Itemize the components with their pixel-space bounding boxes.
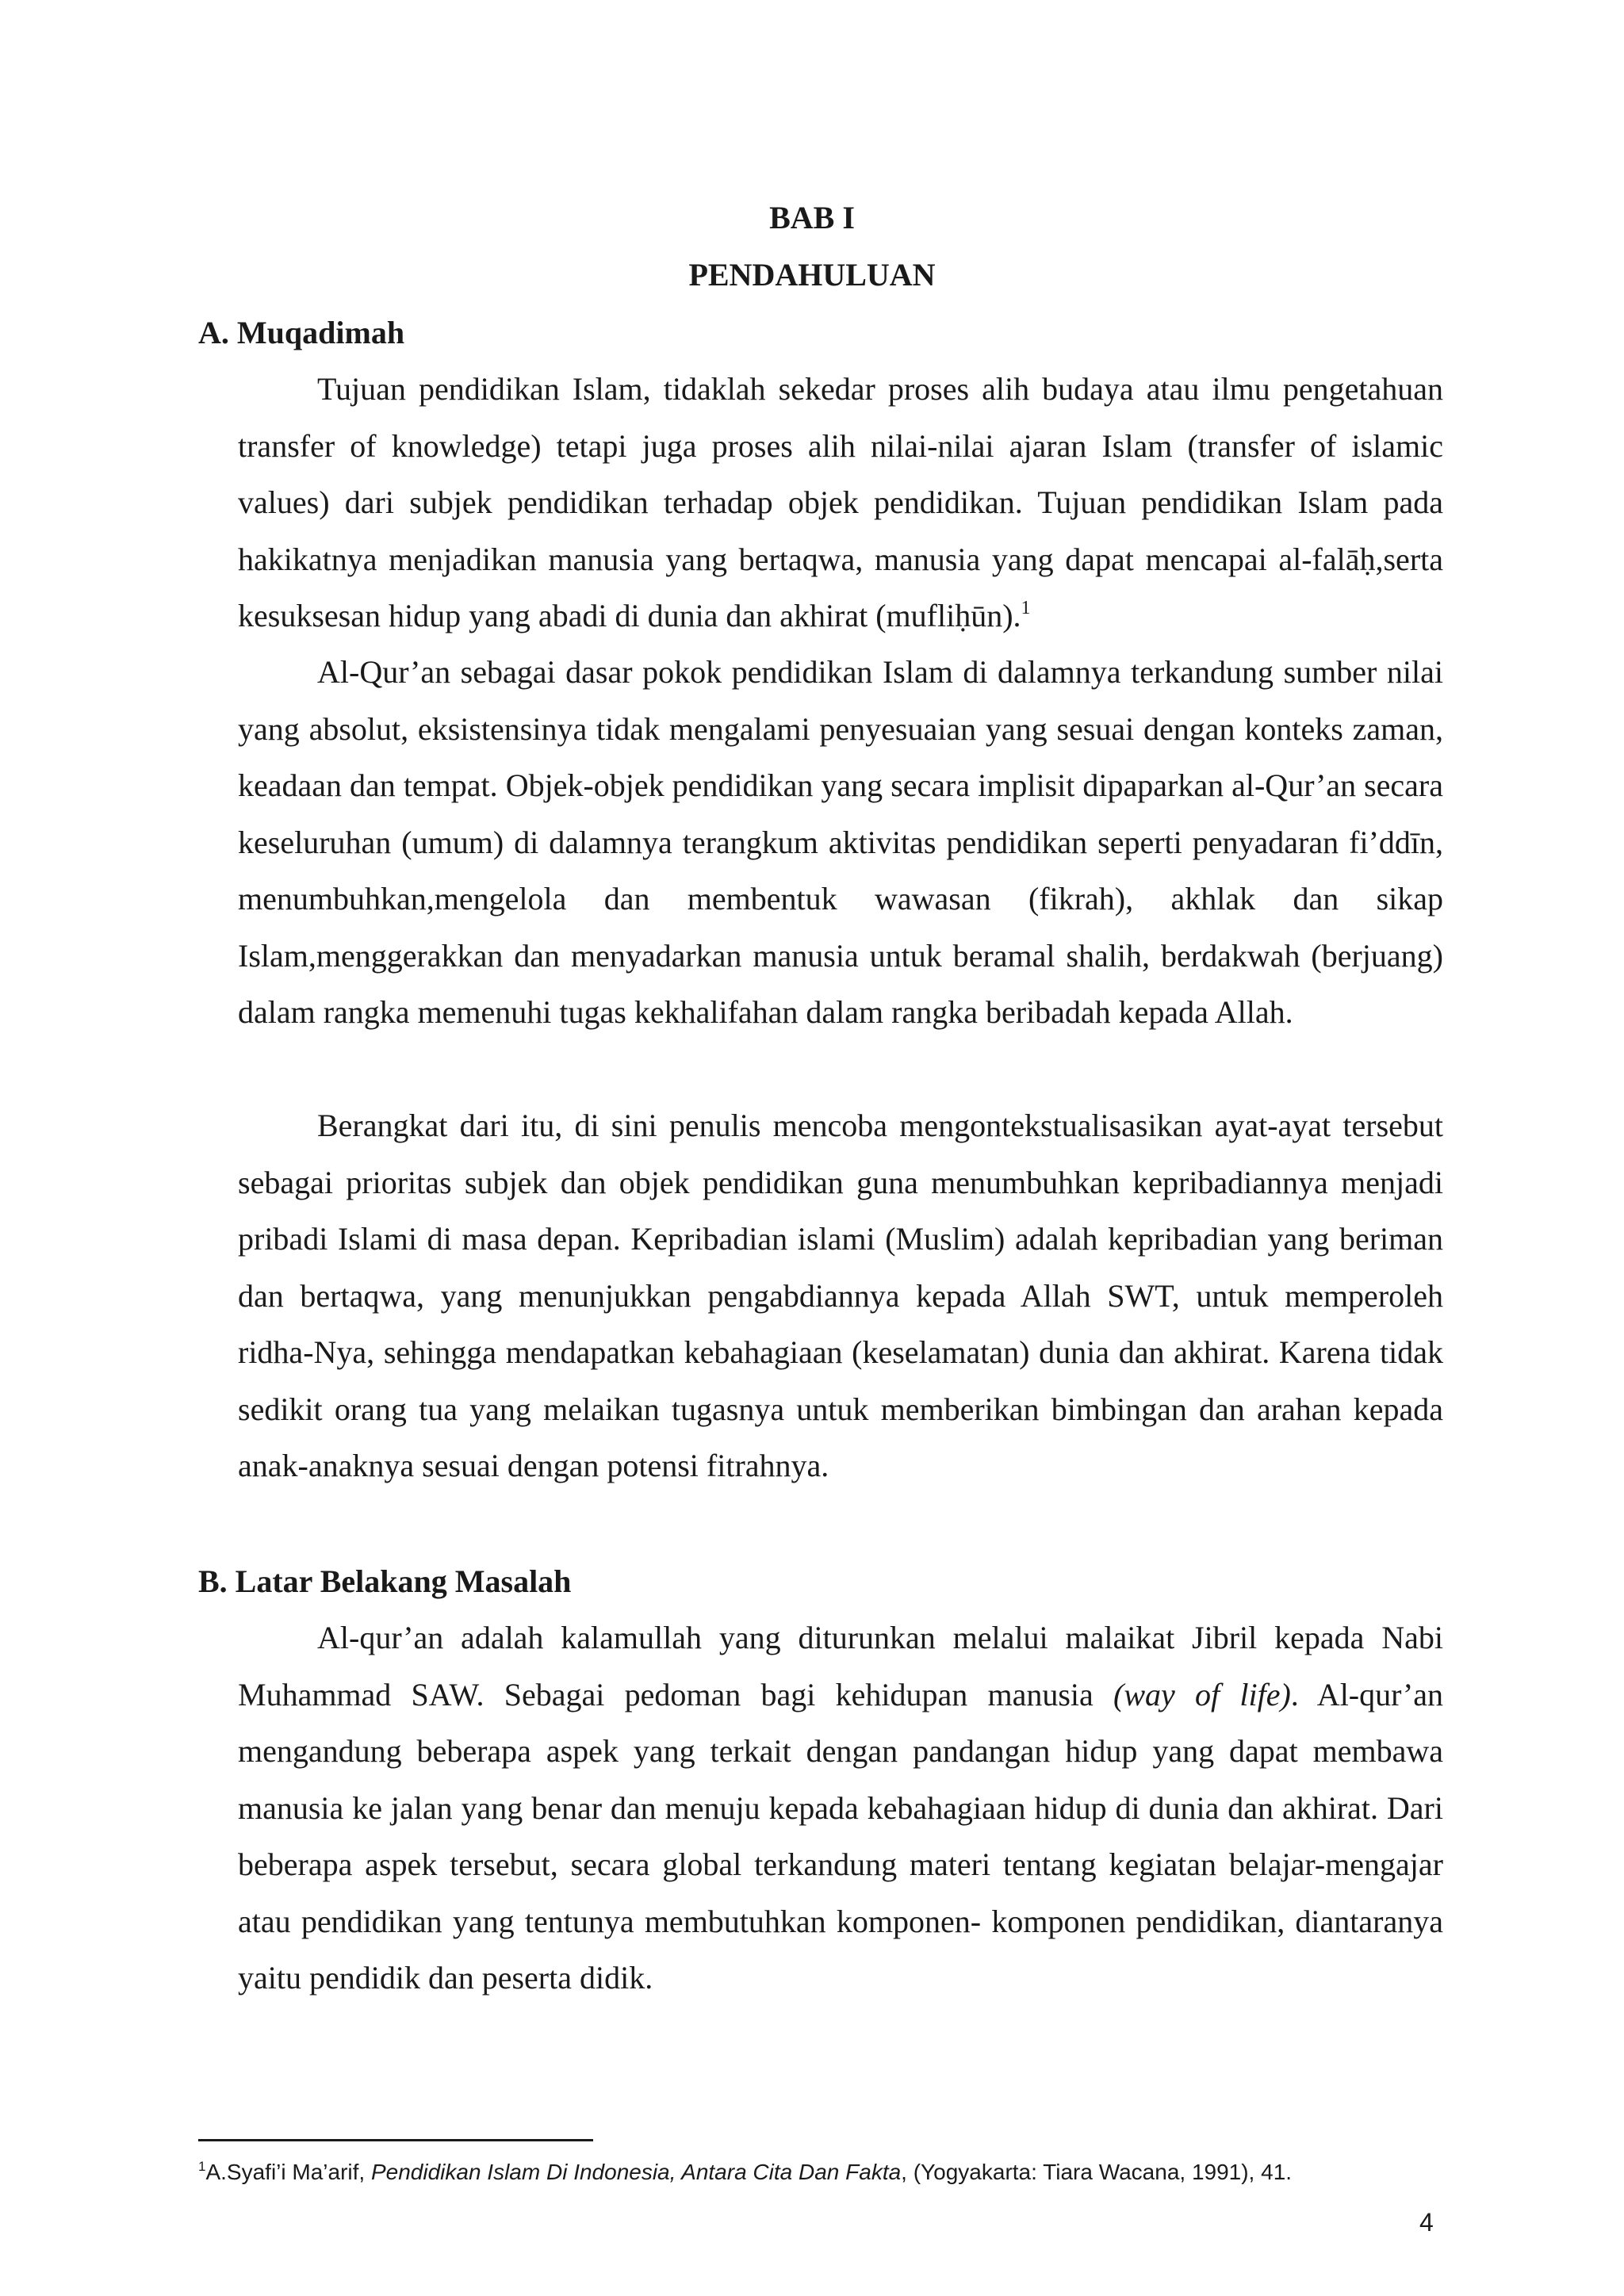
footnote-reference[interactable]: 1 xyxy=(1021,598,1031,618)
footnote-publication: , (Yogyakarta: Tiara Wacana, 1991), 41. xyxy=(901,2160,1293,2184)
section-heading-muqadimah: A. Muqadimah xyxy=(198,315,405,350)
footnote-separator xyxy=(198,2139,593,2141)
footnote-title: Pendidikan Islam Di Indonesia, Antara Cita Dan Fakta xyxy=(370,2160,902,2184)
chapter-title: PENDAHULUAN xyxy=(688,257,936,293)
chapter-number: BAB I xyxy=(769,200,855,235)
italic-phrase: (way of life) xyxy=(1113,1676,1291,1712)
section-heading-latar-belakang: B. Latar Belakang Masalah xyxy=(198,1563,572,1599)
paragraph-muqadimah-1 xyxy=(238,361,1443,645)
paragraph-text: Al-qur’an adalah kalamullah yang diturunkan melalui malaikat Jibril kepada Nabi Muhammad SAW. Sebagai pedoman bagi kehidupan manusia xyxy=(238,1620,1443,1712)
footnote-number: 1 xyxy=(198,2159,206,2174)
page-number: 4 xyxy=(1419,2208,1434,2237)
paragraph-muqadimah-2: Al-Qur’an sebagai dasar pokok pendidikan Islam di dalamnya terkandung sumber nilai yang absolut, eksistensinya tidak mengalami penyesuaian yang sesuai dengan konteks zaman, keadaan dan tempat. Objek-objek pendidikan yang secara implisit dipaparkan al-Qur’an secara keseluruhan (umum) di dalamnya terangkum aktivitas pendidikan seperti penyadaran fi’ddīn, menumbuhkan,mengelola dan membentuk wawasan (fikrah), akhlak dan sikap Islam,menggerakkan dan menyadarkan manusia untuk beramal shalih, berdakwah (berjuang) dalam rangka memenuhi tugas kekhalifahan dalam rangka beribadah kepada Allah. xyxy=(238,654,1443,1030)
paragraph-muqadimah-3: Berangkat dari itu, di sini penulis mencoba mengontekstualisasikan ayat-ayat tersebut sebagai prioritas subjek dan objek pendidikan guna menumbuhkan kepribadiannya menjadi pribadi Islami di masa depan. Kepribadian islami (Muslim) adalah kepribadian yang beriman dan bertaqwa, yang menunjukkan pengabdiannya kepada Allah SWT, untuk memperoleh ridha-Nya, sehingga mendapatkan kebahagiaan (keselamatan) dunia dan akhirat. Karena tidak sedikit orang tua yang melaikan tugasnya untuk memberikan bimbingan dan arahan kepada anak-anaknya sesuai dengan potensi fitrahnya. xyxy=(238,1108,1443,1483)
paragraph-latar-belakang-1 xyxy=(238,1609,1443,2007)
paragraph-text: Tujuan pendidikan Islam, tidaklah sekedar proses alih budaya atau ilmu pengetahuan transfer of knowledge) tetapi juga proses alih nilai-nilai ajaran Islam (transfer of islamic values) dari subjek pendidikan terhadap objek pendidikan. Tujuan pendidikan Islam pada hakikatnya menjadikan manusia yang bertaqwa, manusia yang dapat mencapai al-falāḥ,serta kesuksesan hidup yang abadi di dunia dan akhirat (mufliḥūn). xyxy=(238,371,1443,633)
paragraph-text: . Al-qur’an mengandung beberapa aspek yang terkait dengan pandangan hidup yang dapat membawa manusia ke jalan yang benar dan menuju kepada kebahagiaan hidup di dunia dan akhirat. Dari beberapa aspek tersebut, secara global terkandung materi tentang kegiatan belajar-mengajar atau pendidikan yang tentunya membutuhkan komponen- komponen pendidikan, diantaranya yaitu pendidik dan peserta didik. xyxy=(238,1676,1444,1996)
footnote xyxy=(198,2159,1467,2186)
footnote-author: A.Syafi’i Ma’arif, xyxy=(205,2160,371,2184)
